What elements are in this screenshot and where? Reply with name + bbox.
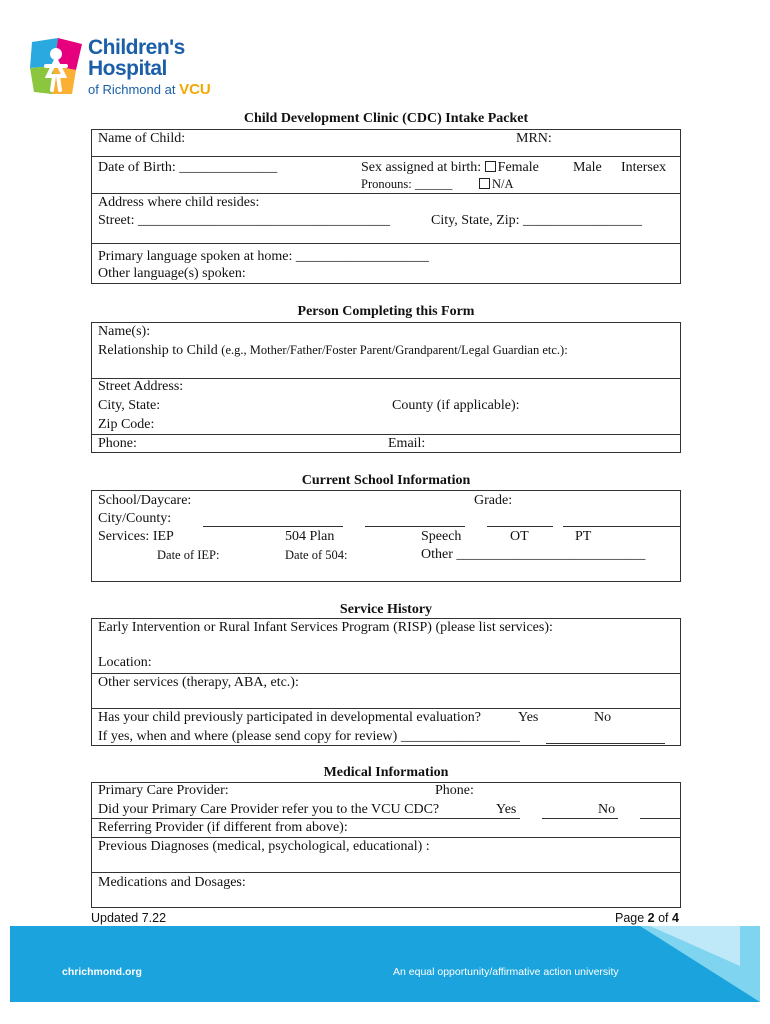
sex-label: Sex assigned at birth: xyxy=(361,160,482,175)
female-label: Female xyxy=(497,160,539,175)
page-of: of xyxy=(654,911,672,925)
referring-provider-label: Referring Provider (if different from above): xyxy=(98,820,348,835)
service-section-title: Service History xyxy=(339,602,433,617)
page-number xyxy=(615,911,679,925)
logo-vcu: VCU xyxy=(179,81,211,98)
dob-label: Date of Birth: ______________ xyxy=(98,160,278,175)
page-prefix: Page xyxy=(615,911,648,925)
male-label: Male xyxy=(573,160,602,175)
phone-label: Phone: xyxy=(98,436,137,451)
speech-label: Speech xyxy=(421,529,462,544)
pcp-label: Primary Care Provider: xyxy=(98,783,229,798)
medications-label: Medications and Dosages: xyxy=(98,875,246,890)
address-label: Address where child resides: xyxy=(98,195,260,210)
logo-line2: Hospital xyxy=(88,57,167,80)
child-name-label: Name of Child: xyxy=(98,131,186,146)
pcp-phone-label: Phone: xyxy=(435,783,474,798)
services-label: Services: IEP xyxy=(98,529,174,544)
updated-label: Updated 7.22 xyxy=(91,911,167,925)
relationship-row xyxy=(98,343,568,359)
street-label: Street: ____________________________________ xyxy=(98,213,391,228)
logo-line1: Children's xyxy=(88,36,185,59)
city-county-label: City/County: xyxy=(98,511,172,526)
divider xyxy=(91,243,681,244)
school-label: School/Daycare: xyxy=(98,493,192,508)
location-label: Location: xyxy=(98,655,152,670)
female-checkbox[interactable] xyxy=(485,161,496,172)
prev-eval-no[interactable]: No xyxy=(594,710,612,725)
tagline: An equal opportunity/affirmative action university xyxy=(393,966,619,978)
other-services-label: Other ___________________________ xyxy=(421,547,646,562)
divider xyxy=(91,673,681,674)
pcp-refer-label: Did your Primary Care Provider refer you to the VCU CDC? xyxy=(98,802,440,817)
logo-line3 xyxy=(88,81,211,98)
early-intervention-label: Early Intervention or Rural Infant Services Program (RISP) (please list services): xyxy=(98,620,553,635)
page-current: 2 xyxy=(647,911,655,925)
names-label: Name(s): xyxy=(98,324,151,339)
prev-eval-label: Has your child previously participated in developmental evaluation? xyxy=(98,710,481,725)
services-iep-label xyxy=(98,529,174,545)
hospital-logo xyxy=(28,36,211,98)
intersex-label: Intersex xyxy=(621,160,667,175)
refer-no[interactable]: No xyxy=(598,802,616,817)
divider xyxy=(91,872,681,873)
street-address-label: Street Address: xyxy=(98,379,184,394)
medical-section-title: Medical Information xyxy=(323,765,449,780)
divider xyxy=(91,434,681,435)
na-checkbox[interactable] xyxy=(479,178,490,189)
page-total: 4 xyxy=(672,911,679,925)
logo-mark-icon xyxy=(28,36,84,96)
ot-label: OT xyxy=(510,529,529,544)
person-section-title: Person Completing this Form xyxy=(297,304,475,319)
divider xyxy=(91,156,681,157)
na-row xyxy=(479,177,514,192)
city-zip-label: City, State, Zip: _________________ xyxy=(431,213,643,228)
email-label: Email: xyxy=(388,436,426,451)
mrn-label: MRN: xyxy=(516,131,552,146)
refer-yes[interactable]: Yes xyxy=(496,802,517,817)
date-504-label: Date of 504: xyxy=(285,548,348,562)
site-link[interactable]: chrichmond.org xyxy=(62,966,142,978)
if-yes-underline-ext xyxy=(546,743,665,744)
form-title: Child Development Clinic (CDC) Intake Packet xyxy=(243,111,529,126)
divider xyxy=(91,837,681,838)
date-iep-label: Date of IEP: xyxy=(157,548,220,562)
other-services-history-label: Other services (therapy, ABA, etc.): xyxy=(98,675,299,690)
school-section-title: Current School Information xyxy=(301,473,471,488)
primary-language-label: Primary language spoken at home: ___________________ xyxy=(98,249,429,264)
divider xyxy=(91,193,681,194)
footer-banner xyxy=(10,926,760,1002)
county-label: County (if applicable): xyxy=(392,398,520,413)
pronouns-label: Pronouns: ______ xyxy=(361,177,453,191)
relationship-label: Relationship to Child xyxy=(98,343,218,358)
divider xyxy=(91,708,681,709)
other-language-label: Other language(s) spoken: xyxy=(98,266,246,281)
504-plan-label: 504 Plan xyxy=(285,529,335,544)
na-label: N/A xyxy=(492,177,514,191)
city-county-underline xyxy=(203,526,681,527)
relationship-hint: (e.g., Mother/Father/Foster Parent/Grandparent/Legal Guardian etc.): xyxy=(221,343,568,357)
zip-label: Zip Code: xyxy=(98,417,155,432)
sex-row xyxy=(361,160,539,176)
prev-eval-yes[interactable]: Yes xyxy=(518,710,539,725)
diagnoses-label: Previous Diagnoses (medical, psychological, educational) : xyxy=(98,839,430,854)
city-state-label: City, State: xyxy=(98,398,161,413)
logo-line3-text: of Richmond at xyxy=(88,82,176,97)
if-yes-label: If yes, when and where (please send copy for review) _________________ xyxy=(98,729,520,744)
refer-underline xyxy=(91,818,681,819)
pt-label: PT xyxy=(575,529,592,544)
grade-label: Grade: xyxy=(474,493,513,508)
